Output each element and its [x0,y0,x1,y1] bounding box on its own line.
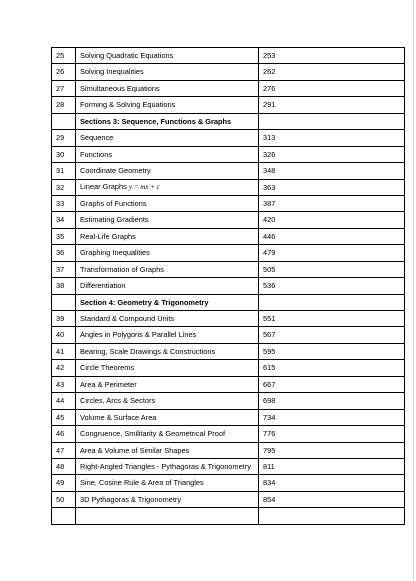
chapter-number: 43 [52,376,76,392]
chapter-number: 36 [52,245,76,261]
chapter-title: Circle Theorems [76,360,259,376]
chapter-number: 34 [52,212,76,228]
blank-cell [259,508,405,524]
chapter-title: Estimating Gradients [76,212,259,228]
chapter-title: Forming & Solving Equations [76,97,259,113]
table-row [52,80,405,96]
table-row [52,458,405,474]
page-number: 567 [259,327,405,343]
chapter-title: Sine, Cosine Rule & Area of Triangles [76,475,259,491]
chapter-title: Solving Inequalities [76,64,259,80]
table-row [52,360,405,376]
page-number: 667 [259,376,405,392]
chapter-title: Sequence [76,130,259,146]
page-number: 505 [259,261,405,277]
section-title: Sections 3: Sequence, Functions & Graphs [76,113,259,129]
chapter-number: 38 [52,278,76,294]
page-number: 253 [259,48,405,64]
table-row [52,376,405,392]
page-number: 595 [259,343,405,359]
page-number: 326 [259,146,405,162]
table-row [52,146,405,162]
chapter-number: 30 [52,146,76,162]
table-row [52,130,405,146]
chapter-number: 27 [52,80,76,96]
table-row [52,409,405,425]
chapter-number: 42 [52,360,76,376]
section-header-row [52,113,405,129]
chapter-number: 35 [52,228,76,244]
chapter-title: Angles in Polygons & Parallel Lines [76,327,259,343]
math-expression: y = mx + c [128,183,160,192]
chapter-number: 28 [52,97,76,113]
page-number: 262 [259,64,405,80]
chapter-title [76,179,259,195]
page-number: 776 [259,426,405,442]
chapter-number: 33 [52,195,76,211]
table-row [52,491,405,507]
table-row [52,245,405,261]
chapter-title: Area & Perimeter [76,376,259,392]
page-number: 811 [259,458,405,474]
chapter-number: 39 [52,311,76,327]
chapter-title-text: Linear Graphs [80,182,129,192]
section-header-row [52,294,405,310]
chapter-number: 45 [52,409,76,425]
table-row [52,261,405,277]
blank-row [52,508,405,524]
table-row [52,64,405,80]
chapter-title: Real-Life Graphs [76,228,259,244]
chapter-title: Solving Quadratic Equations [76,48,259,64]
chapter-number: 46 [52,426,76,442]
section-page [259,113,405,129]
chapter-title: Simultaneous Equations [76,80,259,96]
chapter-title: Circles, Arcs & Sectors [76,393,259,409]
page-number: 734 [259,409,405,425]
page-number: 363 [259,179,405,195]
table-row [52,163,405,179]
section-number [52,294,76,310]
table-row [52,195,405,211]
table-row [52,228,405,244]
chapter-number: 25 [52,48,76,64]
table-row [52,393,405,409]
page-number: 420 [259,212,405,228]
page-number: 291 [259,97,405,113]
table-row [52,179,405,195]
chapter-title: Congruence, Smilitarity & Geometrical Proof [76,426,259,442]
chapter-number: 49 [52,475,76,491]
toc-body [52,48,405,525]
table-row [52,212,405,228]
chapter-number: 32 [52,179,76,195]
chapter-title: Bearing, Scale Drawings & Constructions [76,343,259,359]
blank-cell [76,508,259,524]
page-number: 446 [259,228,405,244]
chapter-number: 26 [52,64,76,80]
chapter-title: Transformation of Graphs [76,261,259,277]
page-number: 536 [259,278,405,294]
page-number: 348 [259,163,405,179]
table-row [52,278,405,294]
chapter-number: 37 [52,261,76,277]
chapter-number: 44 [52,393,76,409]
chapter-number: 29 [52,130,76,146]
page-number: 795 [259,442,405,458]
chapter-title: Graphing Inequalities [76,245,259,261]
chapter-title: 3D Pythagoras & Trigonometry [76,491,259,507]
chapter-title: Standard & Compound Units [76,311,259,327]
chapter-title: Coordinate Geometry [76,163,259,179]
table-row [52,97,405,113]
table-row [52,48,405,64]
table-row [52,426,405,442]
chapter-title: Area & Volume of Similar Shapes [76,442,259,458]
page-number: 834 [259,475,405,491]
chapter-number: 47 [52,442,76,458]
chapter-title: Right-Angled Triangles - Pythagoras & Trigonometry [76,458,259,474]
table-of-contents [51,47,405,525]
chapter-number: 48 [52,458,76,474]
chapter-title: Functions [76,146,259,162]
section-number [52,113,76,129]
section-title: Section 4: Geometry & Trigonometry [76,294,259,310]
page-number: 551 [259,311,405,327]
page-number: 854 [259,491,405,507]
table-row [52,343,405,359]
table-row [52,327,405,343]
section-page [259,294,405,310]
page-edge-divider [413,0,414,581]
table-row [52,311,405,327]
blank-cell [52,508,76,524]
page-number: 615 [259,360,405,376]
table-row [52,475,405,491]
page-number: 698 [259,393,405,409]
chapter-title: Differentiation [76,278,259,294]
chapter-number: 41 [52,343,76,359]
chapter-title: Volume & Surface Area [76,409,259,425]
page-number: 479 [259,245,405,261]
page-number: 387 [259,195,405,211]
chapter-number: 40 [52,327,76,343]
chapter-title: Graphs of Functions [76,195,259,211]
page-number: 276 [259,80,405,96]
page-number: 313 [259,130,405,146]
chapter-number: 50 [52,491,76,507]
table-row [52,442,405,458]
chapter-number: 31 [52,163,76,179]
